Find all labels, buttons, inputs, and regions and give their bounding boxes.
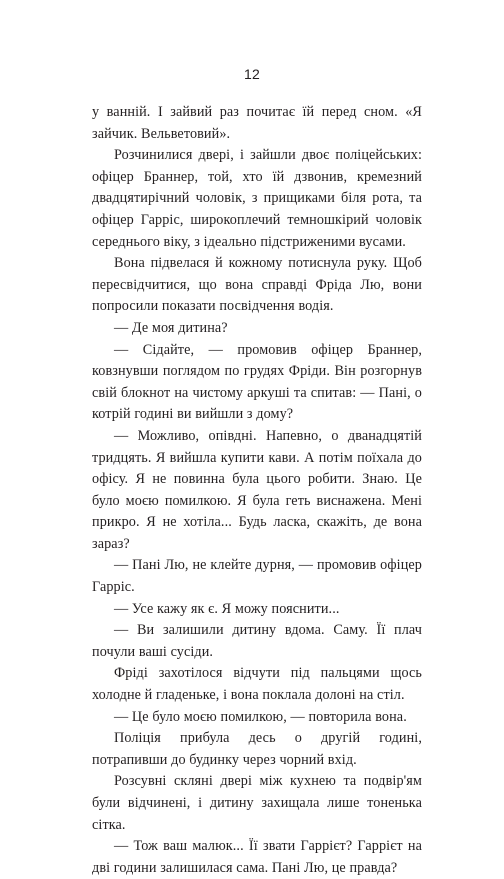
paragraph: у ванній. І зайвий раз почитає їй перед сном. «Я зайчик. Вельветовий». xyxy=(92,104,422,142)
dialogue-line: — Сідайте, — промовив офіцер Браннер, ковзнувши поглядом по грудях Фріди. Він розгорнув свій блокнот на чистому аркуші та спитав: — Пані, о котрій годині ви вийшли з дому? xyxy=(92,341,422,423)
dialogue-line: — Ви залишили дитину вдома. Саму. Її плач почули ваші сусіди. xyxy=(92,622,422,660)
dialogue-line: — Можливо, опівдні. Напевно, о дванадцятій тридцять. Я вийшла купити кави. А потім поїхала до офісу. Я не повинна була цього робити. Знаю. Це було моєю помилкою. Я була геть виснажена. Мені прикро. Я не хотіла... Будь ласка, скажіть, де вона зараз? xyxy=(92,427,422,552)
dialogue-line: — Пані Лю, не клейте дурня, — промовив офіцер Гарріс. xyxy=(92,557,422,596)
paragraph: Розсувні скляні двері між кухнею та подвір'ям були відчинені, і дитину захищала лише тоненька сітка. xyxy=(92,773,422,833)
body-text xyxy=(92,102,422,879)
dialogue-line: — Тож ваш малюк... Її звати Гаррієт? Гаррієт на дві години залишилася сама. Пані Лю, це правда? xyxy=(92,838,422,876)
dialogue-line: — Це було моєю помилкою, — повторила вона. xyxy=(114,708,407,725)
paragraph: Розчинилися двері, і зайшли двоє поліцейських: офіцер Браннер, той, хто їй дзвонив, кремезний двадцятирічний чоловік, з прищиками біля рота, та офіцер Гарріс, широкоплечий темношкірий чоловік середнього віку, з ідеально підстриженими вусами. xyxy=(92,147,422,250)
dialogue-line: — Де моя дитина? xyxy=(114,319,228,336)
paragraph: Вона підвелася й кожному потиснула руку. Щоб пересвідчитися, що вона справді Фріда Лю, вони попросили показати посвідчення водія. xyxy=(92,255,422,315)
page-number: 12 xyxy=(244,66,260,82)
dialogue-line: — Усе кажу як є. Я можу пояснити... xyxy=(114,600,340,617)
paragraph: Поліція прибула десь о другій годині, потрапивши до будинку через чорний вхід. xyxy=(92,730,422,768)
paragraph: Фріді захотілося відчути під пальцями щось холодне й гладеньке, і вона поклала долоні на стіл. xyxy=(92,665,422,704)
